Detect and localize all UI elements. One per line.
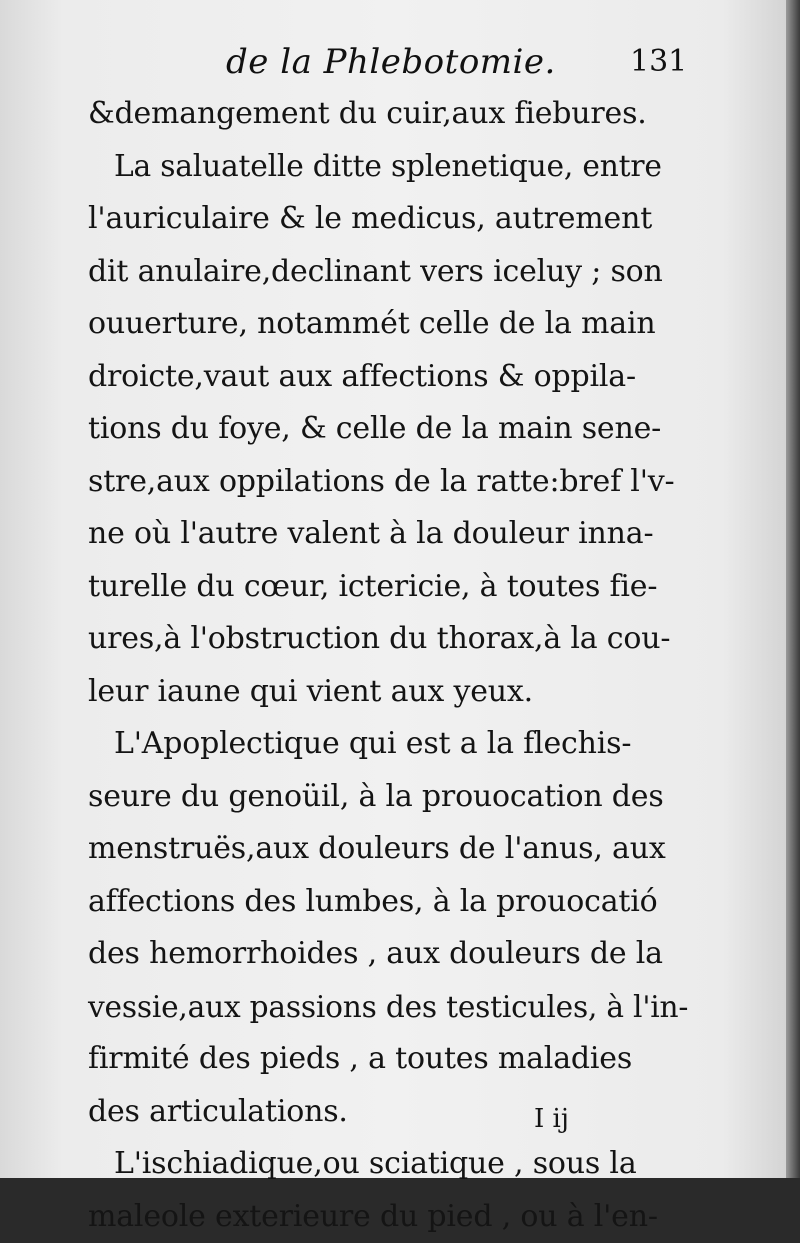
text-line: menstruës,aux douleurs de l'anus, aux — [88, 823, 688, 876]
text-line: des hemorrhoides , aux douleurs de la — [88, 928, 688, 981]
text-line: L'Apoplectique qui est a la flechis- — [88, 718, 688, 771]
text-line: turelle du cœur, ictericie, à toutes fie- — [88, 561, 688, 614]
page-header — [0, 42, 786, 88]
body-text — [88, 88, 688, 1243]
text-line: dit anulaire,declinant vers iceluy ; son — [88, 246, 688, 299]
text-line: affections des lumbes, à la prouocatió — [88, 876, 688, 929]
text-line: seure du genoüil, à la prouocation des — [88, 771, 688, 824]
text-line: des articulations. — [88, 1086, 688, 1139]
page-edge-shadow — [786, 0, 800, 1178]
text-line: ouuerture, notammét celle de la main — [88, 298, 688, 351]
text-line: l'auriculaire & le medicus, autrement — [88, 193, 688, 246]
text-line: ures,à l'obstruction du thorax,à la cou- — [88, 613, 688, 666]
text-line: &demangement du cuir,aux fiebures. — [88, 88, 688, 141]
text-line: vessie,aux passions des testicules, à l'in- — [88, 981, 688, 1034]
text-line: droicte,vaut aux affections & oppila- — [88, 351, 688, 404]
text-line: ne où l'autre valent à la douleur inna- — [88, 508, 688, 561]
text-line: maleole exterieure du pied , ou à l'en- — [88, 1191, 688, 1243]
signature-mark: I ij — [534, 1104, 569, 1134]
text-line: firmité des pieds , a toutes maladies — [88, 1033, 688, 1086]
text-line: La saluatelle ditte splenetique, entre — [88, 141, 688, 194]
text-line: tions du foye, & celle de la main sene- — [88, 403, 688, 456]
text-line: L'ischiadique,ou sciatique , sous la — [88, 1138, 688, 1191]
text-line: stre,aux oppilations de la ratte:bref l'v- — [88, 456, 688, 509]
text-line: leur iaune qui vient aux yeux. — [88, 666, 688, 719]
page-number: 131 — [630, 44, 687, 79]
running-title: de la Phlebotomie. — [226, 42, 556, 82]
